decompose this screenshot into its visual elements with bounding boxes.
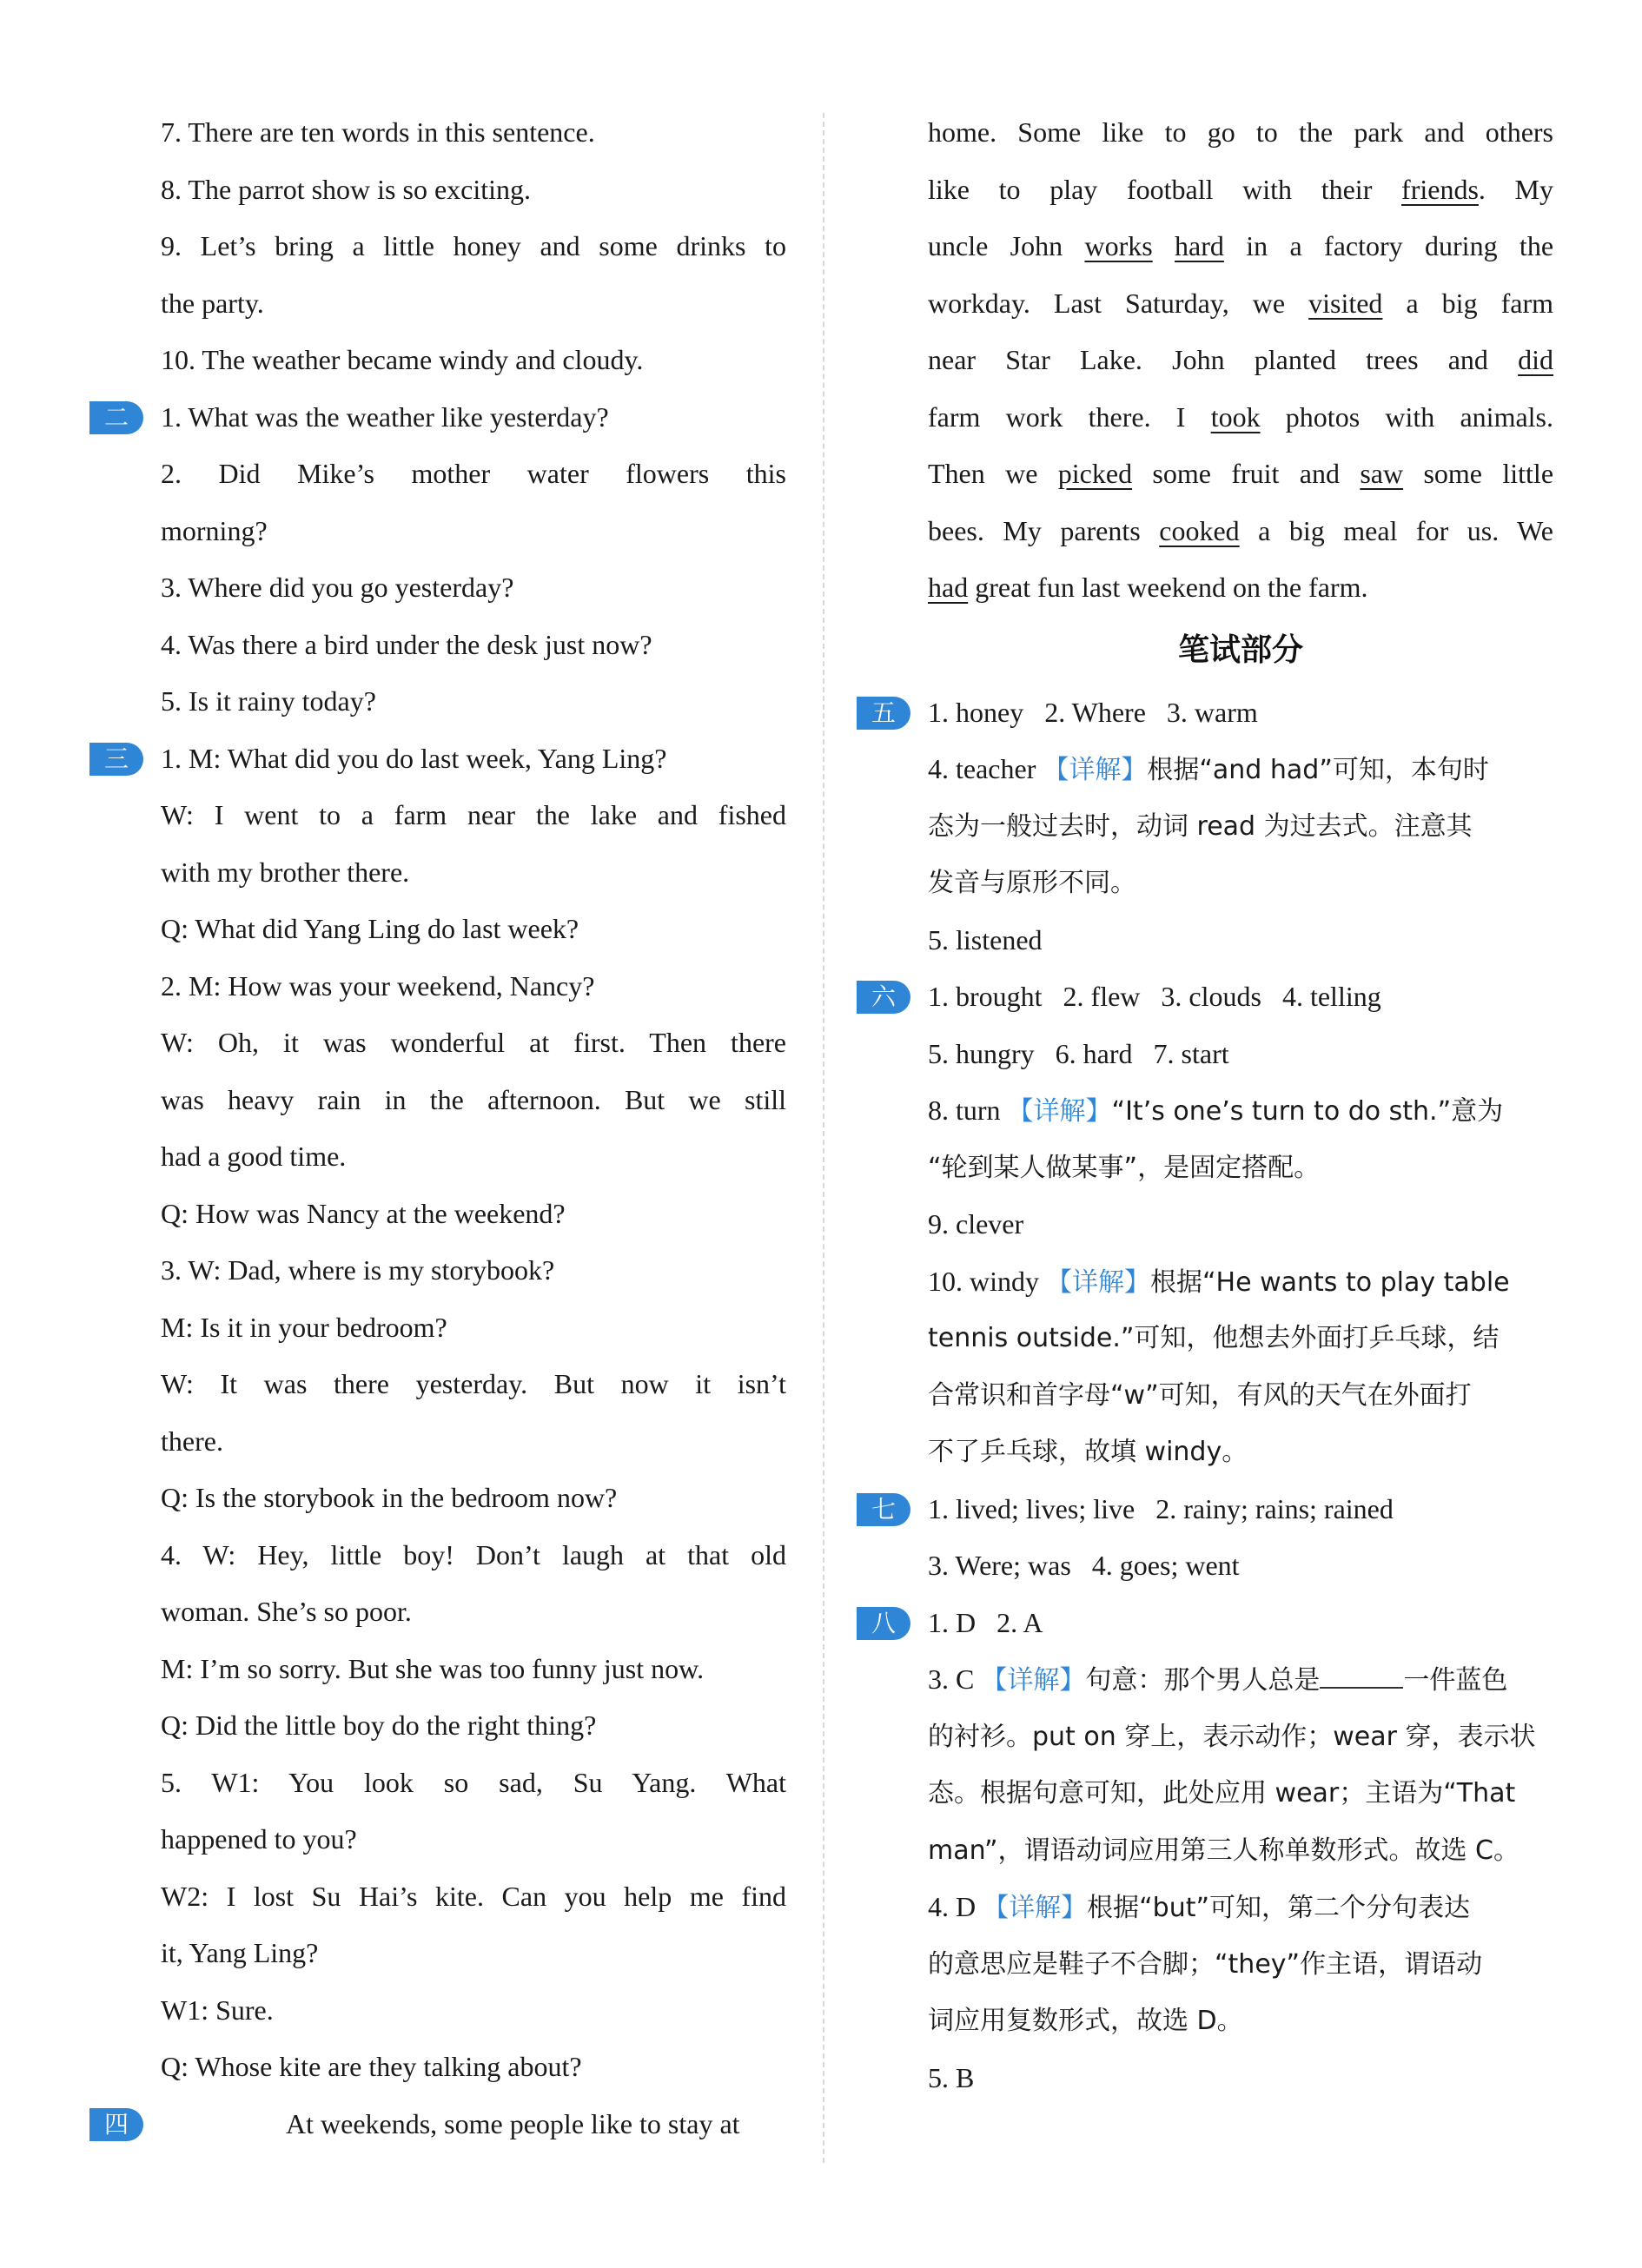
text-line (928, 218, 1553, 275)
text-line: W: Oh, it was wonderful at first. Then there (161, 1027, 786, 1058)
text-line: 3. Where did you go yesterday? (161, 572, 514, 603)
text: in a factory during the (1223, 230, 1554, 261)
text: some fruit and (1132, 458, 1361, 489)
text-line: 2. M: How was your weekend, Nancy? (161, 969, 595, 1002)
text-line: 不了乒乓球，故填 windy。 (928, 1437, 1248, 1467)
text-line (928, 741, 1553, 798)
underlined-word: hard (1175, 230, 1224, 261)
text-line (928, 1879, 1553, 1936)
text: 1. D 2. A (928, 1606, 1043, 1638)
text-line: 3. Were; was 4. goes; went (928, 1550, 1240, 1581)
text: near Star Lake. John planted trees and (928, 344, 1519, 375)
section-eight-line (871, 1595, 1553, 1652)
underlined-word: friends (1401, 173, 1479, 205)
detail-label: 【详解】 (1046, 1266, 1150, 1298)
text: photos with animals. (1260, 400, 1554, 433)
text-line: 5. B (928, 2061, 975, 2093)
text-line (928, 389, 1553, 446)
text-line (928, 1082, 1553, 1140)
text-line: W: It was there yesterday. But now it isn’t (161, 1368, 786, 1399)
text-line: 词应用复数形式，故选 D。 (928, 2006, 1243, 2036)
text-line (928, 162, 1553, 219)
text-line: man”，谓语动词应用第三人称单数形式。故选 C。 (928, 1835, 1520, 1866)
text-line: Q: How was Nancy at the weekend? (161, 1197, 566, 1229)
text: 4. teacher (928, 753, 1036, 784)
text-line: “轮到某人做某事”，是固定搭配。 (928, 1152, 1321, 1183)
text: 根据“and had”可知，本句时 (1147, 755, 1489, 785)
text-line: 5. listened (928, 923, 1043, 955)
text-line: 3. W: Dad, where is my storybook? (161, 1254, 555, 1286)
column-divider (823, 113, 824, 2163)
detail-label: 【详解】 (983, 1893, 1088, 1923)
text-line: 态。根据句意可知，此处应用 wear；主语为“That (928, 1778, 1516, 1808)
text-line: was heavy rain in the afternoon. But we still (161, 1083, 786, 1115)
answer-blank (1320, 1661, 1403, 1689)
text-line: W1: Sure. (161, 1994, 274, 2026)
text-line (928, 1651, 1553, 1709)
section-badge: 二 (89, 401, 143, 434)
text: 1. lived; lives; live 2. rainy; rains; rained (928, 1492, 1394, 1524)
section-badge: 五 (857, 697, 910, 730)
text: farm work there. I (928, 400, 1211, 433)
text-line: there. (161, 1425, 223, 1457)
right-column (871, 104, 1554, 2106)
text: bees. My parents (928, 514, 1160, 546)
text-line: 10. The weather became windy and cloudy. (161, 344, 644, 375)
text: . My (1478, 173, 1554, 205)
text-line: M: Is it in your bedroom? (161, 1311, 447, 1343)
text-line: M: I’m so sorry. But she was too funny just now. (161, 1652, 705, 1684)
text-line: 5. Is it rainy today? (161, 685, 376, 717)
text-line: Q: Did the little boy do the right thing? (161, 1709, 597, 1741)
text-line: home. Some like to go to the park and others (928, 116, 1553, 148)
text-line: the party. (161, 287, 264, 319)
text-line: had a good time. (161, 1141, 347, 1172)
text-line: 9. clever (928, 1208, 1024, 1240)
text: uncle John (928, 230, 1085, 261)
text-line: morning? (161, 514, 268, 546)
text: 1. brought 2. flew 3. clouds 4. telling (928, 981, 1381, 1012)
detail-label: 【详解】 (1007, 1096, 1112, 1127)
text: some little (1403, 458, 1554, 489)
text-line: 2. Did Mike’s mother water flowers this (161, 458, 786, 489)
text-line: 合常识和首字母“w”可知，有风的天气在外面打 (928, 1379, 1472, 1411)
text-line: W: I went to a farm near the lake and fished (161, 799, 786, 830)
text: great fun last weekend on the farm. (968, 572, 1368, 603)
text-line: 7. There are ten words in this sentence. (161, 116, 595, 148)
underlined-word: works (1084, 230, 1153, 261)
section-six-line (871, 969, 1553, 1026)
underlined-word: visited (1308, 287, 1383, 319)
text-line (928, 503, 1553, 560)
text-line: Q: Is the storybook in the bedroom now? (161, 1482, 618, 1513)
text: 4. D (928, 1891, 977, 1922)
text: 句意：那个男人总是 (1085, 1665, 1321, 1696)
text-line (928, 559, 1553, 617)
text: workday. Last Saturday, we (928, 287, 1309, 319)
text: 8. turn (928, 1094, 1001, 1126)
text-line: happened to you? (161, 1823, 357, 1855)
detail-label: 【详解】 (981, 1665, 1086, 1696)
text: 根据“He wants to play table (1150, 1266, 1510, 1298)
text: 10. windy (928, 1265, 1039, 1297)
text: 一件蓝色 (1403, 1665, 1508, 1696)
section-three-line (103, 731, 786, 788)
text: 根据“but”可知，第二个分句表达 (1087, 1893, 1471, 1923)
text: At weekends, some people like to stay at (286, 2107, 740, 2139)
text-line: Q: Whose kite are they talking about? (161, 2051, 582, 2082)
section-badge: 四 (89, 2108, 143, 2141)
text-line (928, 332, 1553, 389)
text-line: 的衬衫。put on 穿上，表示动作；wear 穿，表示状 (928, 1721, 1536, 1752)
section-five-line (871, 684, 1553, 742)
text-line: W2: I lost Su Hai’s kite. Can you help me find (161, 1880, 786, 1912)
text-line (928, 1253, 1553, 1311)
text-line: 发音与原形不同。 (928, 868, 1136, 898)
underlined-word: saw (1360, 458, 1404, 489)
text-line: 4. W: Hey, little boy! Don’t laugh at that old (161, 1538, 786, 1570)
text-line (928, 275, 1553, 333)
section-four-line (103, 2096, 786, 2153)
text-line: 8. The parrot show is so exciting. (161, 173, 532, 205)
text: 1. M: What did you do last week, Yang Ling? (161, 742, 667, 774)
text-line: 5. hungry 6. hard 7. start (928, 1037, 1229, 1069)
text-line: with my brother there. (161, 856, 410, 888)
section-badge: 三 (89, 743, 143, 776)
section-two-line (103, 389, 786, 446)
detail-label: 【详解】 (1043, 755, 1148, 785)
section-badge: 六 (857, 981, 910, 1014)
text-line: Q: What did Yang Ling do last week? (161, 913, 579, 944)
section-badge: 七 (857, 1493, 910, 1526)
underlined-word: took (1210, 400, 1261, 433)
text: 1. honey 2. Where 3. warm (928, 696, 1258, 728)
text-line (928, 446, 1553, 503)
text: like to play football with their (928, 173, 1402, 205)
text: a big meal for us. We (1239, 514, 1554, 546)
text-line: 态为一般过去时，动词 read 为过去式。注意其 (928, 810, 1473, 842)
section-seven-line (871, 1481, 1553, 1538)
text-line: tennis outside.”可知，他想去外面打乒乓球，结 (928, 1323, 1500, 1353)
text: Then we (928, 458, 1058, 489)
section-heading: 笔试部分 (1177, 631, 1303, 668)
text-line: it, Yang Ling? (161, 1937, 319, 1968)
text: 3. C (928, 1663, 975, 1695)
text-line: 5. W1: You look so sad, Su Yang. What (161, 1766, 786, 1798)
underlined-word: cooked (1159, 514, 1240, 546)
text-line: woman. She’s so poor. (161, 1596, 412, 1627)
text-line: 9. Let’s bring a little honey and some drinks to (161, 230, 786, 261)
text-line: 的意思应是鞋子不合脚；“they”作主语，谓语动 (928, 1948, 1483, 1980)
underlined-word: did (1518, 344, 1553, 375)
underlined-word: picked (1057, 458, 1133, 489)
text: 1. What was the weather like yesterday? (161, 400, 609, 433)
underlined-word: had (928, 572, 969, 603)
text-line: 4. Was there a bird under the desk just now? (161, 628, 652, 660)
text: “It’s one’s turn to do sth.”意为 (1111, 1096, 1504, 1127)
text: a big farm (1382, 287, 1554, 319)
left-column (103, 104, 786, 2152)
section-badge: 八 (857, 1607, 910, 1640)
